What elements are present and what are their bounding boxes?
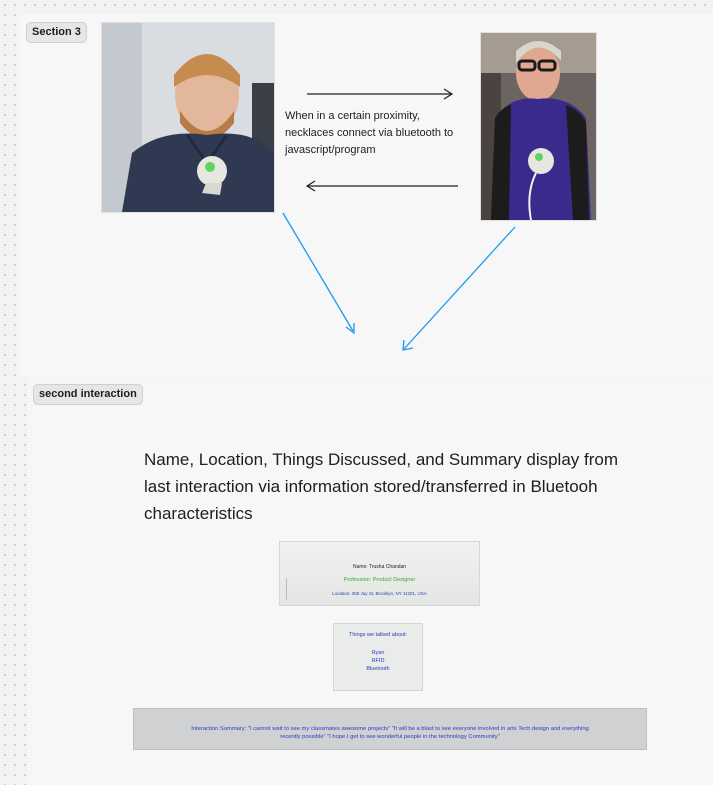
topics-title: Things we talked about: bbox=[348, 632, 408, 638]
summary-line-1: Interaction Summary: "I cannot wait to see my classmates awesome projects" "It will be a blast to see everyone involved in arts Tech design and everything bbox=[191, 726, 589, 732]
headline-line-2: last interaction via information stored/transferred in Bluetooh bbox=[144, 477, 598, 496]
profile-profession: Profession: Product Designer bbox=[343, 577, 416, 583]
topic-item: RFID bbox=[371, 658, 385, 664]
second-interaction-headline[interactable] bbox=[144, 446, 664, 527]
headline-line-3: characteristics bbox=[144, 504, 253, 523]
section-3-label[interactable]: Section 3 bbox=[26, 22, 87, 43]
summary-line-2: recently possible" "I hope I get to see wonderful people in the technology Community" bbox=[280, 734, 500, 740]
arrow-blue-left-to-center[interactable] bbox=[283, 213, 354, 333]
caption-line-3: javascript/program bbox=[285, 144, 376, 156]
caption-line-1: When in a certain proximity, bbox=[285, 110, 420, 122]
headline-line-1: Name, Location, Things Discussed, and Summary display from bbox=[144, 450, 618, 469]
arrow-blue-right-to-center[interactable] bbox=[403, 227, 515, 350]
second-interaction-label[interactable]: second interaction bbox=[33, 384, 143, 405]
topic-item: Ryan bbox=[371, 650, 385, 656]
topic-item: Bluetooth bbox=[366, 666, 390, 672]
profile-name: Name: Trusha Chandan bbox=[352, 564, 407, 570]
caption-line-2: necklaces connect via bluetooth to bbox=[285, 127, 454, 139]
profile-location: Location: 368 Jay St, Brooklyn, NY 11201, USA bbox=[332, 591, 427, 596]
arrow-left[interactable] bbox=[307, 181, 458, 191]
topics-card-screenshot[interactable] bbox=[333, 623, 423, 691]
arrow-right[interactable] bbox=[307, 89, 452, 99]
profile-card-screenshot[interactable] bbox=[279, 541, 480, 606]
summary-card-screenshot[interactable] bbox=[133, 708, 647, 750]
